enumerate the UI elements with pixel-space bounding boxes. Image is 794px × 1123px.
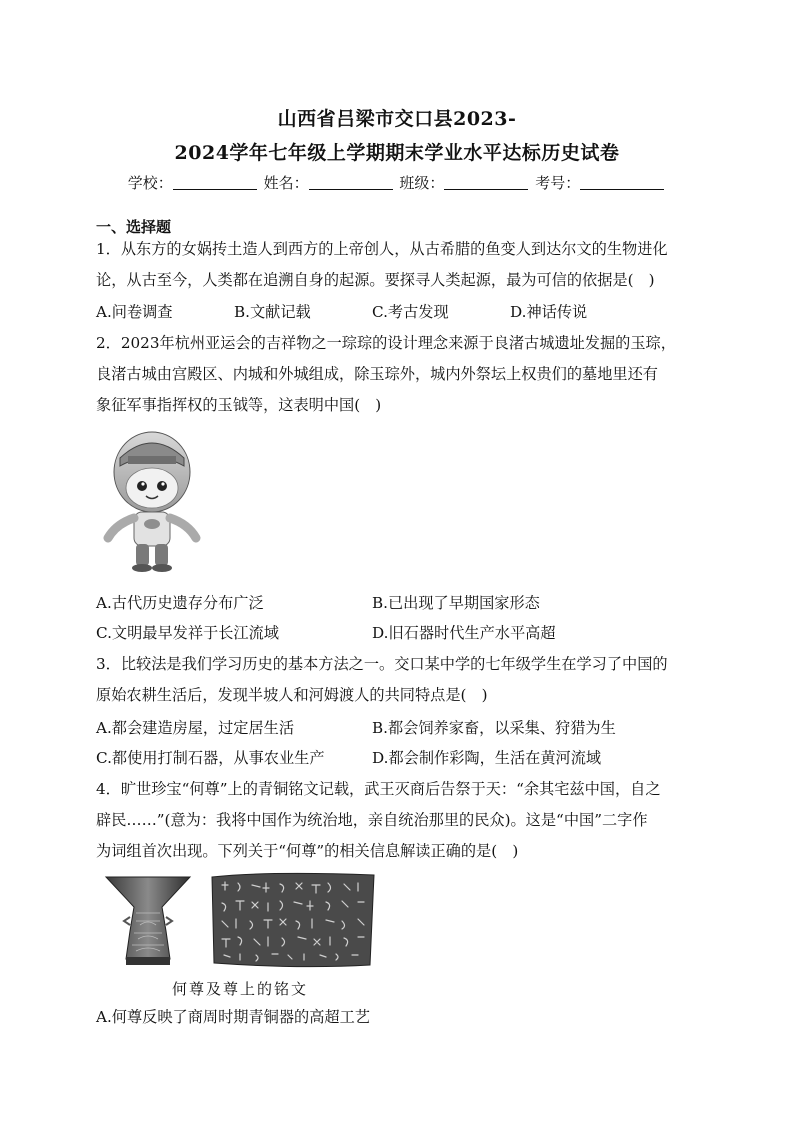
student-info-row bbox=[0, 172, 794, 193]
image-caption: 何尊及尊上的铭文 bbox=[172, 980, 309, 998]
q1-option-a[interactable]: A.问卷调查 bbox=[96, 303, 173, 321]
exam-number-blank[interactable] bbox=[580, 175, 664, 190]
question-4-line-3: 为词组首次出现。下列关于“何尊”的相关信息解读正确的是( ) bbox=[96, 842, 519, 860]
page-title-line-1: 山西省吕梁市交口县2023- bbox=[277, 108, 517, 130]
inscription-rubbing-image bbox=[208, 871, 378, 969]
class-label: 班级： bbox=[399, 174, 445, 192]
question-4-line-1: 4．旷世珍宝“何尊”上的青铜铭文记载，武王灭商后告祭于天：“余其宅兹中国，自之 bbox=[96, 780, 661, 798]
mascot-image bbox=[98, 428, 206, 574]
school-label: 学校： bbox=[127, 174, 173, 192]
school-blank[interactable] bbox=[173, 175, 257, 190]
question-1-line-2: 论，从古至今，人类都在追溯自身的起源。要探寻人类起源，最为可信的依据是( ) bbox=[96, 271, 655, 289]
q2-option-d[interactable]: D.旧石器时代生产水平高超 bbox=[372, 624, 556, 642]
q1-option-d[interactable]: D.神话传说 bbox=[510, 303, 588, 321]
q3-option-c[interactable]: C.都使用打制石器，从事农业生产 bbox=[96, 749, 325, 767]
class-blank[interactable] bbox=[444, 175, 528, 190]
q1-option-c[interactable]: C.考古发现 bbox=[372, 303, 449, 321]
question-3-line-2: 原始农耕生活后，发现半坡人和河姆渡人的共同特点是( ) bbox=[96, 686, 488, 704]
name-label: 姓名： bbox=[263, 174, 309, 192]
page-title-line-2: 2024学年七年级上学期期末学业水平达标历史试卷 bbox=[174, 142, 620, 164]
q1-option-b[interactable]: B.文献记载 bbox=[234, 303, 311, 321]
exam-number-label: 考号： bbox=[535, 174, 581, 192]
question-2-line-2: 良渚古城由宫殿区、内城和外城组成，除玉琮外，城内外祭坛上权贵们的墓地里还有 bbox=[96, 365, 658, 383]
question-3-line-1: 3．比较法是我们学习历史的基本方法之一。交口某中学的七年级学生在学习了中国的 bbox=[96, 655, 668, 673]
section-heading: 一、选择题 bbox=[96, 218, 172, 236]
q4-option-a[interactable]: A.何尊反映了商周时期青铜器的高超工艺 bbox=[96, 1008, 370, 1026]
q3-option-d[interactable]: D.都会制作彩陶，生活在黄河流域 bbox=[372, 749, 602, 767]
q3-option-b[interactable]: B.都会饲养家畜，以采集、狩猎为生 bbox=[372, 719, 616, 737]
bronze-vessel-image bbox=[100, 873, 196, 969]
q2-option-b[interactable]: B.已出现了早期国家形态 bbox=[372, 594, 540, 612]
question-2-line-1: 2．2023年杭州亚运会的吉祥物之一琮琮的设计理念来源于良渚古城遗址发掘的玉琮， bbox=[96, 334, 676, 352]
q2-option-a[interactable]: A.古代历史遗存分布广泛 bbox=[96, 594, 264, 612]
question-4-line-2: 辟民……”(意为：我将中国作为统治地，亲自统治那里的民众)。这是“中国”二字作 bbox=[96, 811, 648, 829]
q2-option-c[interactable]: C.文明最早发祥于长江流域 bbox=[96, 624, 279, 642]
question-1-line-1: 1．从东方的女娲抟土造人到西方的上帝创人，从古希腊的鱼变人到达尔文的生物进化 bbox=[96, 240, 668, 258]
name-blank[interactable] bbox=[309, 175, 393, 190]
q3-option-a[interactable]: A.都会建造房屋，过定居生活 bbox=[96, 719, 295, 737]
question-2-line-3: 象征军事指挥权的玉钺等，这表明中国( ) bbox=[96, 396, 382, 414]
